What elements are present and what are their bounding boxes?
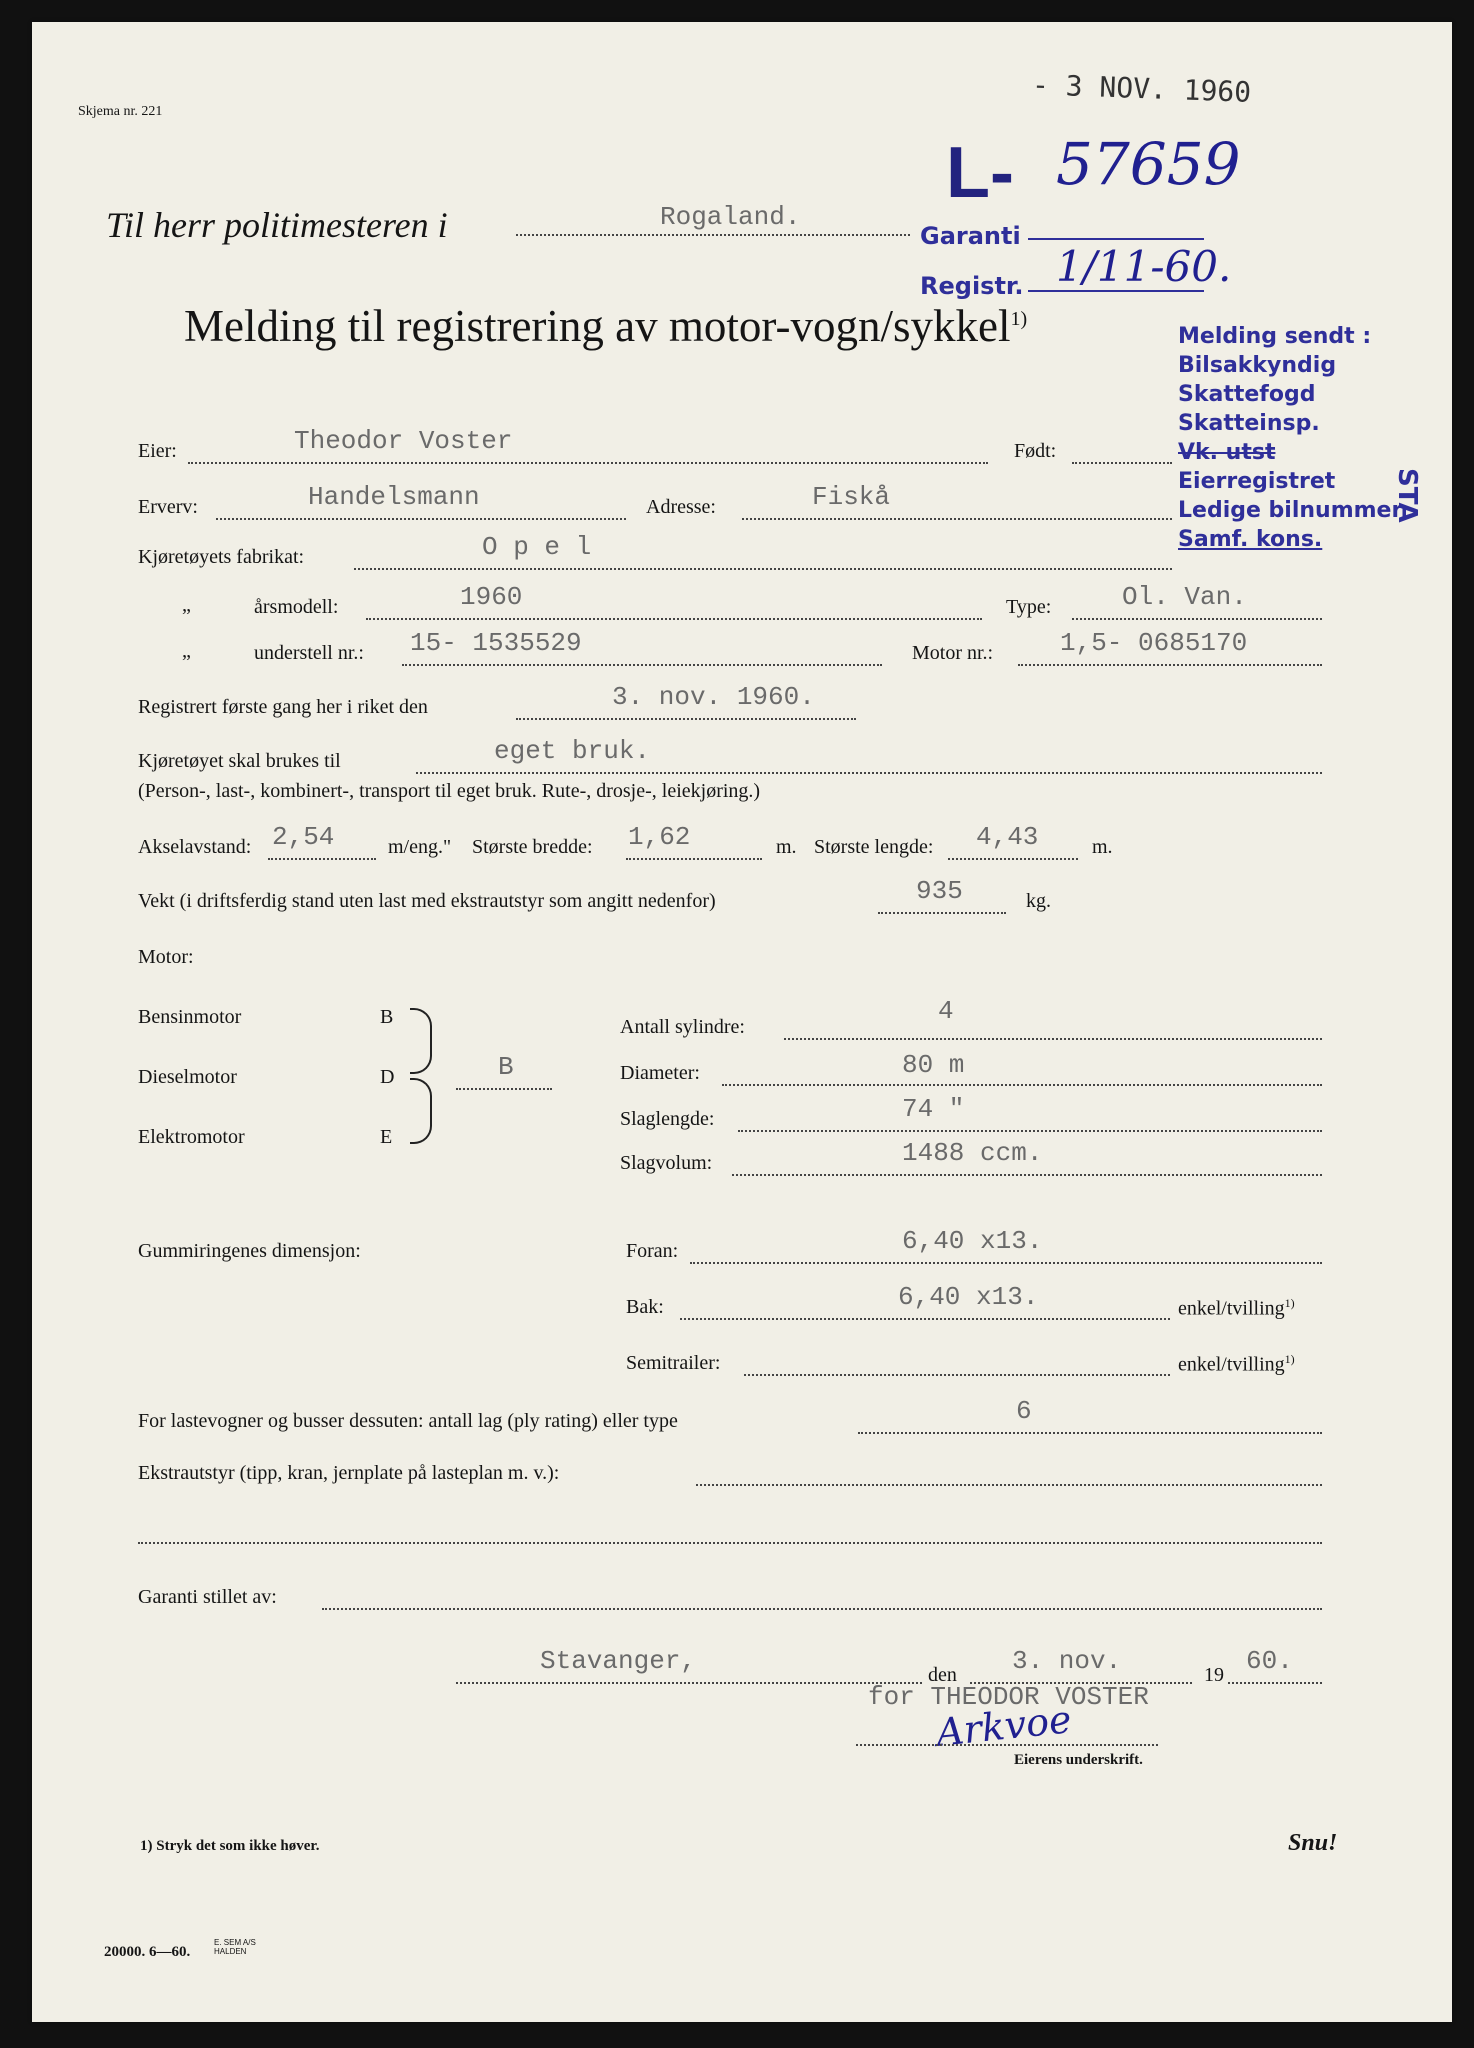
tires-label: Gummiringenes dimensjon:: [138, 1240, 361, 1262]
reg-prefix: L-: [946, 133, 1014, 213]
motor-heading: Motor:: [138, 946, 194, 968]
signature-year-prefix: 19: [1204, 1664, 1224, 1686]
stamp-initials: STA: [1392, 468, 1422, 523]
signature-place: Stavanger,: [540, 1646, 697, 1676]
signature-scrawl: Arkvoe: [934, 1697, 1074, 1755]
ditto-mark: „: [182, 640, 191, 662]
form-title: Melding til registrering av motor-vogn/sykkel$^{1)}$: [184, 301, 1028, 351]
fodt-label: Født:: [1014, 440, 1057, 462]
aksel-value: 2,54: [272, 822, 335, 852]
understell-label: understell nr.:: [254, 642, 364, 664]
vekt-value: 935: [916, 876, 963, 906]
addressee-label: Til herr politimesteren i: [106, 205, 448, 245]
stamp-item: Ledige bilnummer: [1178, 498, 1403, 523]
diameter-value: 80 m: [902, 1050, 965, 1080]
type-label: Type:: [1006, 596, 1052, 618]
distribution-stamp: [1178, 322, 1402, 554]
lengde-unit: m.: [1092, 836, 1113, 858]
lengde-label: Største lengde:: [814, 836, 934, 858]
diameter-label: Diameter:: [620, 1062, 700, 1084]
bak-value: 6,40 x13.: [898, 1282, 1039, 1312]
reg-number: 57659: [1056, 130, 1241, 198]
slaglengde-label: Slaglengde:: [620, 1108, 715, 1130]
motor-nr-value: 1,5- 0685170: [1060, 628, 1248, 658]
motor-type-code: E: [380, 1126, 393, 1148]
type-value: Ol. Van.: [1122, 582, 1247, 612]
vekt-label: Vekt (i driftsferdig stand uten last med ekstrautstyr som angitt nedenfor): [138, 890, 716, 912]
understell-value: 15- 1535529: [410, 628, 582, 658]
semi-enkel: enkel/tvilling$^{1)}$: [1178, 1352, 1295, 1376]
ekstrautstyr-label: Ekstrautstyr (tipp, kran, jernplate på lasteplan m. v.):: [138, 1462, 560, 1484]
ditto-mark: „: [182, 594, 191, 616]
slaglengde-value: 74 ": [902, 1094, 965, 1124]
slagvolum-value: 1488 ccm.: [902, 1138, 1043, 1168]
garanti-label: Garanti: [920, 222, 1021, 250]
lastevogner-label: For lastevogner og busser dessuten: antall lag (ply rating) eller type: [138, 1410, 678, 1432]
addressee-value: Rogaland.: [660, 202, 801, 232]
signature-year-suffix: 60.: [1246, 1646, 1293, 1676]
erverv-label: Erverv:: [138, 496, 198, 518]
signature-den-label: den: [928, 1664, 957, 1686]
garanti-stillet-label: Garanti stillet av:: [138, 1586, 277, 1608]
arsmodell-value: 1960: [460, 582, 523, 612]
footnote: 1) Stryk det som ikke høver.: [140, 1838, 320, 1854]
adresse-value: Fiskå: [812, 482, 891, 512]
motor-type-name: Dieselmotor: [138, 1066, 237, 1088]
printer-line: E. SEM A/S: [214, 1938, 256, 1947]
fabrikat-value: O p e l: [482, 532, 592, 562]
eier-label: Eier:: [138, 440, 177, 462]
signature-for: for THEODOR VOSTER: [868, 1682, 1149, 1712]
foran-value: 6,40 x13.: [902, 1226, 1043, 1256]
bredde-unit: m.: [776, 836, 797, 858]
foran-label: Foran:: [626, 1240, 679, 1262]
stamp-heading: Melding sendt :: [1178, 324, 1372, 349]
semi-label: Semitrailer:: [626, 1352, 721, 1374]
motor-type-name: Bensinmotor: [138, 1006, 242, 1028]
stamp-item: Eierregistret: [1178, 469, 1336, 494]
motor-selected: B: [498, 1052, 514, 1082]
signature-caption: Eierens underskrift.: [1014, 1752, 1143, 1768]
registrert-value: 3. nov. 1960.: [612, 682, 815, 712]
fabrikat-label: Kjøretøyets fabrikat:: [138, 546, 305, 568]
bak-enkel: enkel/tvilling$^{1)}$: [1178, 1296, 1295, 1320]
registr-label: Registr.: [920, 272, 1024, 300]
eier-value: Theodor Voster: [294, 426, 513, 456]
motor-type-code: D: [380, 1066, 395, 1088]
date-stamp: - 3 NOV. 1960: [1031, 68, 1252, 109]
stamp-item: Samf. kons.: [1178, 527, 1323, 552]
stamp-item: Bilsakkyndig: [1178, 353, 1337, 378]
aksel-label: Akselavstand:: [138, 836, 252, 858]
signature-date: 3. nov.: [1012, 1646, 1122, 1676]
printer-line: HALDEN: [214, 1947, 247, 1956]
brukes-note: (Person-, last-, kombinert-, transport til eget bruk. Rute-, drosje-, leiekjøring.): [138, 780, 761, 802]
lastevogner-value: 6: [1016, 1396, 1032, 1426]
motor-nr-label: Motor nr.:: [912, 642, 994, 664]
brukes-value: eget bruk.: [494, 736, 651, 766]
bredde-value: 1,62: [628, 822, 691, 852]
motor-type-name: Elektromotor: [138, 1126, 245, 1148]
bredde-label: Største bredde:: [472, 836, 593, 858]
sylindre-label: Antall sylindre:: [620, 1016, 745, 1038]
stamp-item: Skattefogd: [1178, 382, 1316, 407]
print-info: 20000. 6—60.: [104, 1944, 191, 1960]
printer-info: [214, 1938, 256, 1956]
lengde-value: 4,43: [976, 822, 1039, 852]
snu-label: Snu!: [1288, 1830, 1338, 1856]
vekt-unit: kg.: [1026, 890, 1051, 912]
stamp-item: Skatteinsp.: [1178, 411, 1320, 436]
registr-value: 1/11-60.: [1056, 242, 1232, 291]
arsmodell-label: årsmodell:: [254, 596, 339, 618]
sylindre-value: 4: [938, 996, 954, 1026]
brukes-label: Kjøretøyet skal brukes til: [138, 750, 341, 772]
aksel-unit: m/eng.": [388, 836, 452, 858]
form-number: Skjema nr. 221: [78, 104, 163, 119]
slagvolum-label: Slagvolum:: [620, 1152, 713, 1174]
stamp-item: Vk. utst: [1178, 440, 1276, 465]
motor-type-code: B: [380, 1006, 394, 1028]
bak-label: Bak:: [626, 1296, 664, 1318]
registration-form: [32, 22, 1452, 2022]
registrert-label: Registrert første gang her i riket den: [138, 696, 428, 718]
erverv-value: Handelsmann: [308, 482, 480, 512]
adresse-label: Adresse:: [646, 496, 716, 518]
